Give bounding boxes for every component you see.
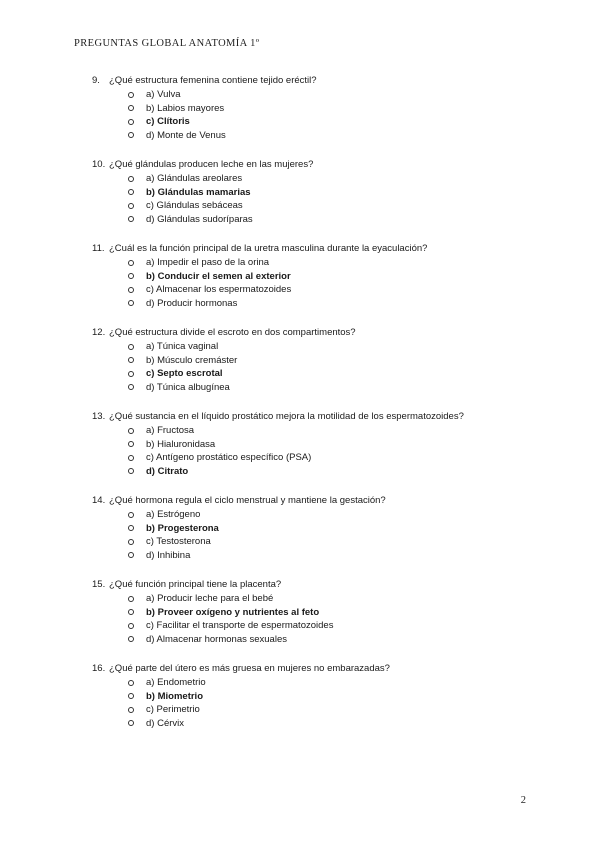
answer-option	[128, 283, 532, 297]
page-number: 2	[520, 795, 526, 806]
question-number: 12.	[92, 327, 106, 338]
circle-bullet-icon	[128, 693, 134, 699]
answer-option-correct	[128, 606, 532, 620]
answer-option	[128, 102, 532, 116]
answer-option	[128, 619, 532, 633]
circle-bullet-icon	[128, 707, 134, 713]
circle-bullet-icon	[128, 468, 134, 474]
circle-bullet-icon	[128, 344, 134, 350]
circle-bullet-icon	[128, 300, 134, 306]
question-heading	[92, 662, 532, 675]
answer-option-text: b) Miometrio	[146, 690, 203, 702]
question-item	[92, 74, 532, 142]
answer-option	[128, 549, 532, 563]
circle-bullet-icon	[128, 720, 134, 726]
question-text: ¿Qué glándulas producen leche en las mujeres?	[109, 159, 314, 170]
answer-option	[128, 199, 532, 213]
circle-bullet-icon	[128, 552, 134, 558]
circle-bullet-icon	[128, 636, 134, 642]
answer-option-text: d) Citrato	[146, 465, 189, 477]
question-text: ¿Qué parte del útero es más gruesa en mujeres no embarazadas?	[109, 663, 390, 674]
circle-bullet-icon	[128, 609, 134, 615]
answer-option-text: b) Músculo cremáster	[146, 354, 238, 366]
circle-bullet-icon	[128, 455, 134, 461]
answer-option-correct	[128, 690, 532, 704]
answer-option-correct	[128, 186, 532, 200]
question-text: ¿Qué estructura divide el escroto en dos compartimentos?	[109, 327, 356, 338]
circle-bullet-icon	[128, 119, 134, 125]
answer-option-text: b) Conducir el semen al exterior	[146, 270, 291, 282]
question-number: 9.	[92, 75, 100, 86]
answer-option-text: a) Endometrio	[146, 677, 206, 688]
circle-bullet-icon	[128, 525, 134, 531]
answer-option	[128, 88, 532, 102]
circle-bullet-icon	[128, 371, 134, 377]
circle-bullet-icon	[128, 176, 134, 182]
question-heading	[92, 74, 532, 87]
answer-option	[128, 129, 532, 143]
answer-option-correct	[128, 465, 532, 479]
question-heading	[92, 326, 532, 339]
answer-option-text: a) Vulva	[146, 89, 181, 100]
question-heading	[92, 494, 532, 507]
answer-options	[92, 256, 532, 310]
circle-bullet-icon	[128, 203, 134, 209]
circle-bullet-icon	[128, 132, 134, 138]
answer-option-text: d) Producir hormonas	[146, 297, 238, 309]
answer-option	[128, 535, 532, 549]
page-header-title: PREGUNTAS GLOBAL ANATOMÍA 1º	[74, 38, 260, 49]
question-heading	[92, 242, 532, 255]
answer-options	[92, 508, 532, 562]
circle-bullet-icon	[128, 216, 134, 222]
answer-options	[92, 172, 532, 226]
answer-option-text: a) Glándulas areolares	[146, 173, 243, 184]
answer-options	[92, 676, 532, 730]
question-text: ¿Qué función principal tiene la placenta?	[109, 579, 282, 590]
answer-option-text: b) Glándulas mamarias	[146, 186, 251, 198]
question-item	[92, 494, 532, 562]
answer-option	[128, 451, 532, 465]
circle-bullet-icon	[128, 105, 134, 111]
question-text: ¿Cuál es la función principal de la uretra masculina durante la eyaculación?	[109, 243, 428, 254]
question-text: ¿Qué sustancia en el líquido prostático mejora la motilidad de los espermatozoides?	[109, 411, 464, 422]
answer-option	[128, 297, 532, 311]
circle-bullet-icon	[128, 539, 134, 545]
answer-options	[92, 340, 532, 394]
circle-bullet-icon	[128, 189, 134, 195]
question-item	[92, 578, 532, 646]
answer-option	[128, 592, 532, 606]
answer-option-text: d) Monte de Venus	[146, 129, 226, 141]
answer-option	[128, 354, 532, 368]
answer-option-text: b) Hialuronidasa	[146, 438, 216, 450]
question-item	[92, 326, 532, 394]
answer-option-correct	[128, 115, 532, 129]
question-text: ¿Qué hormona regula el ciclo menstrual y mantiene la gestación?	[109, 495, 386, 506]
answer-options	[92, 592, 532, 646]
question-item	[92, 410, 532, 478]
answer-option-text: c) Almacenar los espermatozoides	[146, 284, 292, 295]
answer-option-text: c) Testosterona	[146, 536, 211, 547]
answer-option-text: a) Impedir el paso de la orina	[146, 257, 270, 268]
question-heading	[92, 410, 532, 423]
circle-bullet-icon	[128, 273, 134, 279]
circle-bullet-icon	[128, 512, 134, 518]
answer-option-text: a) Producir leche para el bebé	[146, 593, 274, 604]
answer-option-text: d) Túnica albugínea	[146, 381, 230, 393]
answer-options	[92, 424, 532, 478]
circle-bullet-icon	[128, 287, 134, 293]
question-item	[92, 158, 532, 226]
answer-option-text: d) Glándulas sudoríparas	[146, 213, 253, 225]
answer-option-text: c) Glándulas sebáceas	[146, 200, 243, 211]
circle-bullet-icon	[128, 428, 134, 434]
answer-option-text: a) Túnica vaginal	[146, 341, 219, 352]
answer-option-text: c) Facilitar el transporte de espermatozoides	[146, 620, 334, 631]
circle-bullet-icon	[128, 680, 134, 686]
answer-option	[128, 424, 532, 438]
answer-option-text: c) Clítoris	[146, 116, 190, 127]
answer-option-text: c) Perimetrio	[146, 704, 200, 715]
answer-option-text: b) Progesterona	[146, 522, 219, 534]
answer-option	[128, 703, 532, 717]
answer-option	[128, 172, 532, 186]
answer-option	[128, 717, 532, 731]
answer-option-text: d) Inhibina	[146, 549, 191, 561]
circle-bullet-icon	[128, 596, 134, 602]
answer-option	[128, 633, 532, 647]
answer-option-text: a) Estrógeno	[146, 509, 201, 520]
answer-option-text: b) Labios mayores	[146, 102, 225, 114]
answer-options	[92, 88, 532, 142]
question-number: 13.	[92, 411, 106, 422]
circle-bullet-icon	[128, 441, 134, 447]
question-number: 14.	[92, 495, 106, 506]
answer-option-correct	[128, 522, 532, 536]
question-item	[92, 242, 532, 310]
question-text: ¿Qué estructura femenina contiene tejido eréctil?	[109, 75, 317, 86]
answer-option	[128, 438, 532, 452]
question-heading	[92, 158, 532, 171]
answer-option-correct	[128, 270, 532, 284]
question-item	[92, 662, 532, 730]
circle-bullet-icon	[128, 384, 134, 390]
answer-option-text: d) Cérvix	[146, 717, 185, 729]
question-number: 15.	[92, 579, 106, 590]
answer-option	[128, 256, 532, 270]
answer-option	[128, 508, 532, 522]
circle-bullet-icon	[128, 623, 134, 629]
circle-bullet-icon	[128, 357, 134, 363]
answer-option	[128, 213, 532, 227]
answer-option	[128, 340, 532, 354]
answer-option-text: c) Septo escrotal	[146, 368, 223, 379]
answer-option-text: d) Almacenar hormonas sexuales	[146, 633, 287, 645]
question-number: 16.	[92, 663, 106, 674]
question-list	[92, 74, 532, 746]
answer-option	[128, 676, 532, 690]
answer-option-text: a) Fructosa	[146, 425, 195, 436]
circle-bullet-icon	[128, 92, 134, 98]
answer-option-text: b) Proveer oxígeno y nutrientes al feto	[146, 606, 320, 618]
answer-option-text: c) Antígeno prostático específico (PSA)	[146, 452, 312, 463]
question-number: 10.	[92, 159, 106, 170]
question-number: 11.	[92, 243, 105, 254]
question-heading	[92, 578, 532, 591]
answer-option	[128, 381, 532, 395]
circle-bullet-icon	[128, 260, 134, 266]
answer-option-correct	[128, 367, 532, 381]
